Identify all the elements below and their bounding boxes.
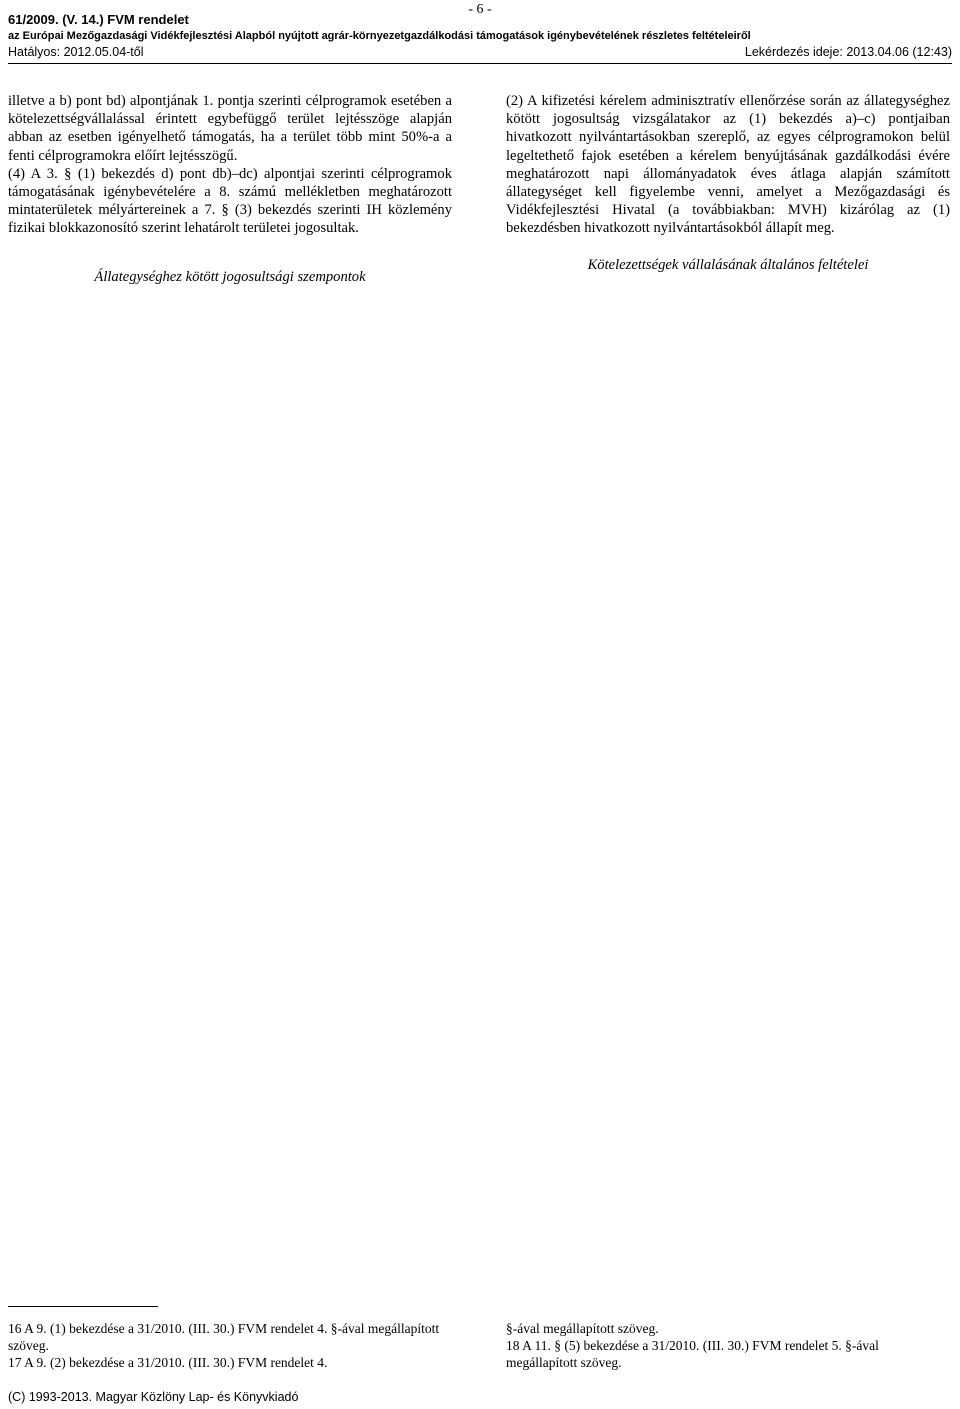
header-meta: [8, 45, 952, 61]
left-column: [8, 92, 452, 308]
page-footer: (C) 1993-2013. Magyar Közlöny Lap- és Könyvkiadó: [8, 1390, 299, 1404]
page-number: - 6 -: [468, 2, 492, 17]
footnote: 16 A 9. (1) bekezdése a 31/2010. (III. 30.) FVM rendelet 4. §-ával megállapított szöveg.: [8, 1321, 440, 1353]
page-header: [8, 0, 952, 64]
footnotes-left: [8, 1320, 452, 1371]
footnote: §-ával megállapított szöveg.: [506, 1321, 659, 1336]
footnote-rule: [8, 1306, 158, 1307]
footnote: 17 A 9. (2) bekezdése a 31/2010. (III. 30.) FVM rendelet 4.: [8, 1355, 328, 1370]
footnotes-right: [506, 1320, 950, 1371]
valid-from: Hatályos: 2012.05.04-től: [8, 45, 144, 59]
paragraph: illetve a b) pont bd) alpontjának 1. pontja szerinti célprogramok esetében a kötelezettségvállalással érintett egybefüggő terület lejtésszöge alapján abban az esetben igényelhető támogatás, ha a terület több mint 50%-a a fenti célprogramokra előírt lejtésszögű.: [8, 93, 452, 164]
right-column: [506, 92, 950, 296]
document-subtitle: az Európai Mezőgazdasági Vidékfejlesztési Alapból nyújtott agrár-környezetgazdálkodási támogatások igénybevételének részletes feltételeiről: [8, 30, 751, 42]
header-rule: [8, 63, 952, 64]
section-heading: Állategységhez kötött jogosultsági szempontok: [94, 268, 366, 285]
paragraph: (2) A kifizetési kérelem adminisztratív ellenőrzése során az állategységhez kötött jogosultság vizsgálatakor az (1) bekezdés a)–c) pontjaiban hivatkozott nyilvántartásokban szereplő, az egyes célprogramokon belül legeltethető fajok esetében a kérelem benyújtásának gazdálkodási évére meghatározott napi állományadatok éves átlaga alapján számított állategységet kell figyelembe venni, amelyet a Mezőgazdasági és Vidékfejlesztési Hivatal (a továbbiakban: MVH) kizárólag az (1) bekezdésben hivatkozott nyilvántartásokból állapít meg.: [506, 93, 950, 237]
section-heading: Kötelezettségek vállalásának általános feltételei: [587, 256, 869, 273]
document-title: 61/2009. (V. 14.) FVM rendelet: [8, 12, 189, 27]
paragraph: (4) A 3. § (1) bekezdés d) pont db)–dc) alpontjai szerinti célprogramok támogatásának igénybevételére a 8. számú mellékletben meghatározott mintaterületek mélyártereinek a 7. § (3) bekezdés szerinti IH közlemény fizikai blokkazonosító szerint lehatárolt területei jogosultak.: [8, 165, 452, 237]
spacer: [8, 238, 452, 250]
footnote: 18 A 11. § (5) bekezdése a 31/2010. (III. 30.) FVM rendelet 5. §-ával megállapított szöveg.: [506, 1338, 879, 1370]
query-time: Lekérdezés ideje: 2013.04.06 (12:43): [744, 45, 952, 59]
